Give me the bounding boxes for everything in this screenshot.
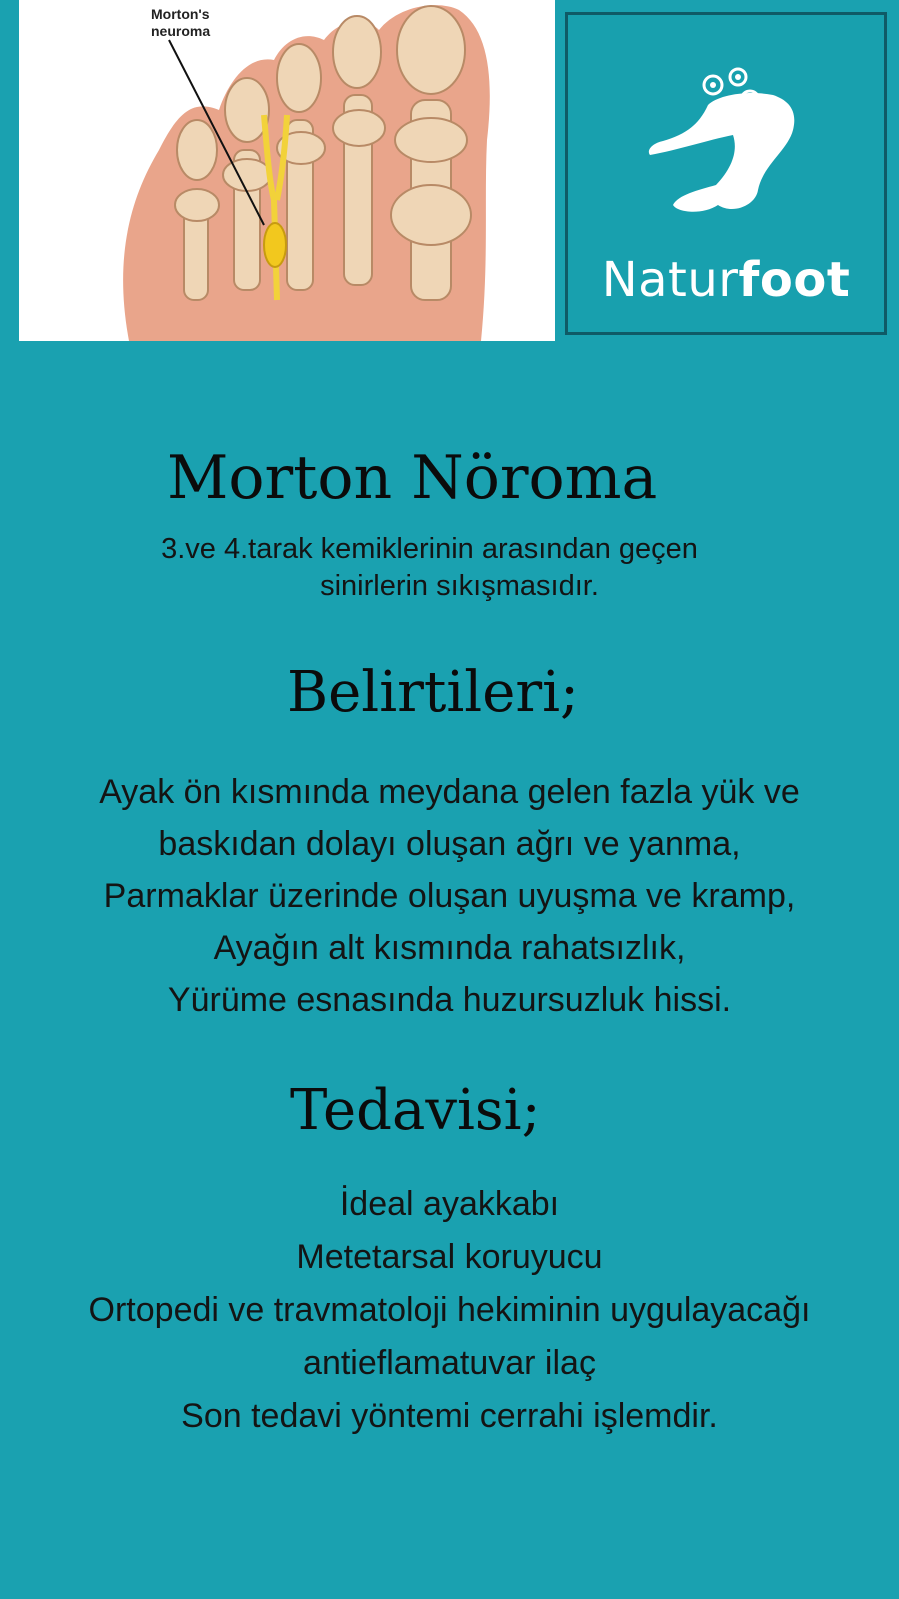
treatment-line: Metetarsal koruyucu	[296, 1238, 603, 1276]
treatment-list	[0, 1178, 899, 1443]
treatment-line: antieflamatuvar ilaç	[303, 1344, 596, 1382]
foot-anatomy-illustration	[19, 0, 555, 341]
definition-line-1: 3.ve 4.tarak kemiklerinin arasından geçen	[161, 533, 698, 565]
treatment-heading: Tedavisi;	[290, 1078, 541, 1143]
symptom-line: Yürüme esnasında huzursuzluk hissi.	[167, 981, 732, 1019]
symptom-line: Parmaklar üzerinde oluşan uyuşma ve kramp,	[103, 877, 796, 915]
neuroma-mass	[264, 223, 286, 267]
symptoms-list	[0, 766, 899, 1026]
page-title: Morton Nöroma	[167, 443, 658, 513]
treatment-line: Ortopedi ve travmatoloji hekiminin uygulayacağı	[88, 1291, 811, 1329]
symptoms-heading: Belirtileri;	[287, 660, 579, 725]
foot-bones-drawing	[19, 0, 555, 341]
symptom-line: Ayağın alt kısmında rahatsızlık,	[213, 929, 686, 967]
symptom-line: baskıdan dolayı oluşan ağrı ve yanma,	[158, 825, 741, 863]
brand-name-bold: foot	[738, 252, 851, 308]
header-band	[0, 0, 899, 343]
definition-line-2: sinirlerin sıkışmasıdır.	[320, 570, 599, 602]
symptom-line: Ayak ön kısmında meydana gelen fazla yük ve	[99, 773, 800, 811]
treatment-line: Son tedavi yöntemi cerrahi işlemdir.	[181, 1397, 718, 1435]
anatomy-label: Morton's neuroma	[151, 6, 211, 39]
naturfoot-logo	[565, 12, 887, 335]
foot-with-flowers-icon	[638, 55, 818, 235]
brand-name-light: Natur	[601, 252, 739, 308]
treatment-line: İdeal ayakkabı	[339, 1185, 560, 1223]
definition-text	[0, 531, 899, 605]
brand-name	[568, 252, 884, 308]
